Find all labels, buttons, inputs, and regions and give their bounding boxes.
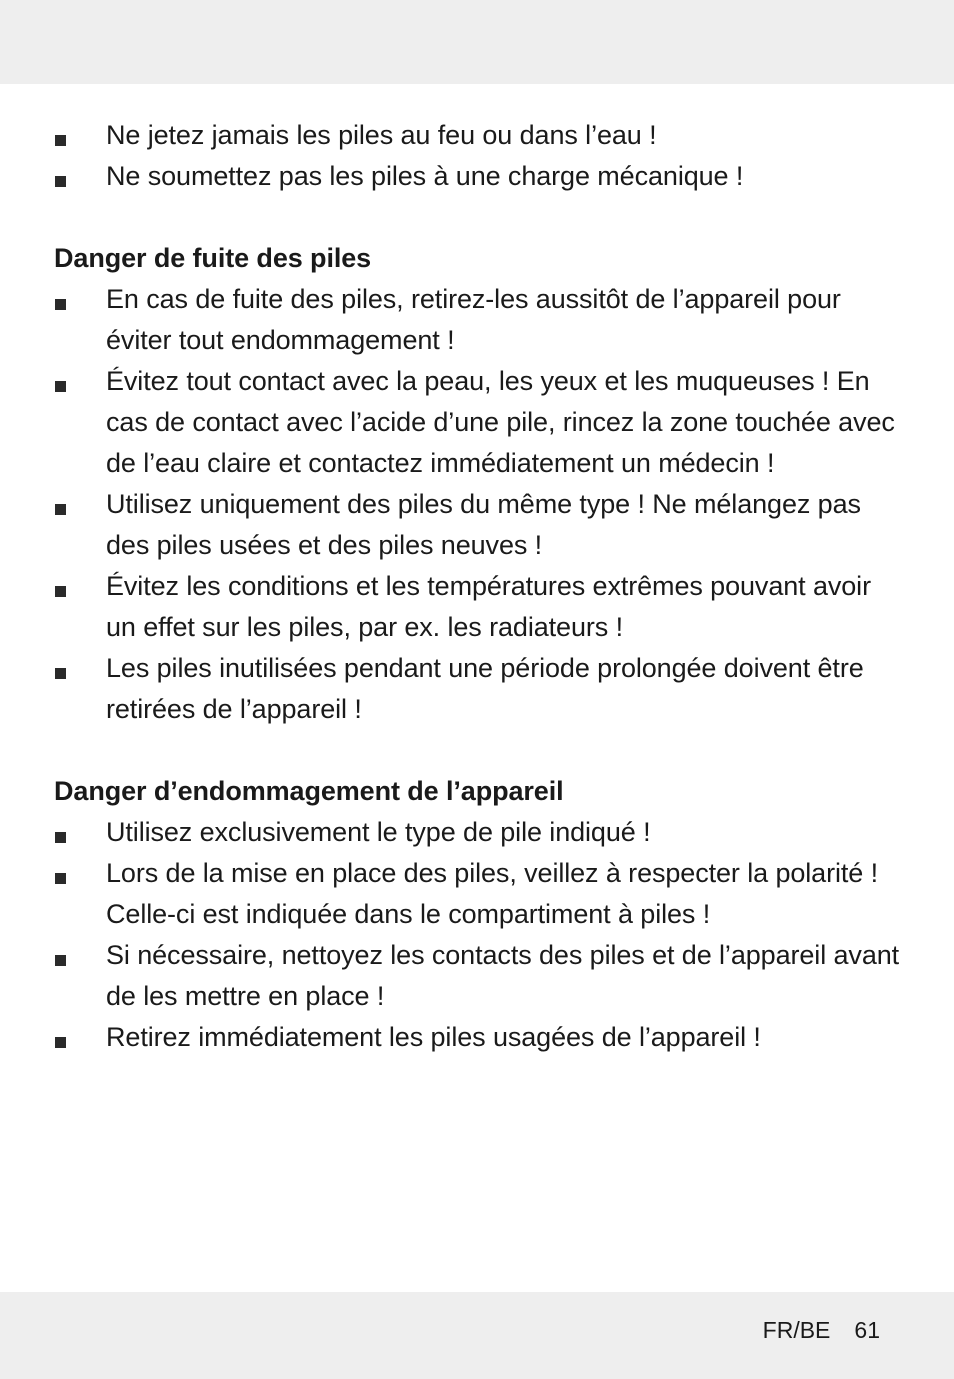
list-item xyxy=(54,566,904,648)
list-item xyxy=(54,115,904,156)
square-bullet-icon xyxy=(55,873,66,884)
list-item xyxy=(54,1017,904,1058)
list-item-text: Ne soumettez pas les piles à une charge mécanique ! xyxy=(106,161,744,191)
device-damage-list xyxy=(54,812,904,1058)
list-item xyxy=(54,279,904,361)
square-bullet-icon xyxy=(55,299,66,310)
list-item xyxy=(54,935,904,1017)
square-bullet-icon xyxy=(55,832,66,843)
square-bullet-icon xyxy=(55,586,66,597)
list-item-text: Utilisez uniquement des piles du même type ! Ne mélangez pas des piles usées et des piles neuves ! xyxy=(106,489,861,560)
list-item-text: Évitez tout contact avec la peau, les yeux et les muqueuses ! En cas de contact avec l’acide d’une pile, rincez la zone touchée avec de l’eau claire et contactez immédiatement un médecin ! xyxy=(106,366,895,478)
section-heading-leakage: Danger de fuite des piles xyxy=(54,243,372,273)
section-heading-device-damage: Danger d’endommagement de l’appareil xyxy=(54,776,564,806)
page-content xyxy=(54,115,904,1058)
list-item xyxy=(54,648,904,730)
list-item-text: Évitez les conditions et les températures extrêmes pouvant avoir un effet sur les piles, par ex. les radiateurs ! xyxy=(106,571,871,642)
square-bullet-icon xyxy=(55,504,66,515)
language-code: FR/BE xyxy=(762,1317,831,1343)
header-band xyxy=(0,0,954,84)
page-footer xyxy=(763,1312,880,1348)
list-item-text: Retirez immédiatement les piles usagées de l’appareil ! xyxy=(106,1022,761,1052)
square-bullet-icon xyxy=(55,668,66,679)
list-item xyxy=(54,853,904,935)
leakage-list xyxy=(54,279,904,730)
list-item-text: En cas de fuite des piles, retirez-les aussitôt de l’appareil pour éviter tout endommagement ! xyxy=(106,284,841,355)
page-number: 61 xyxy=(854,1317,880,1343)
square-bullet-icon xyxy=(55,1037,66,1048)
intro-list xyxy=(54,115,904,197)
square-bullet-icon xyxy=(55,381,66,392)
list-item xyxy=(54,361,904,484)
list-item xyxy=(54,484,904,566)
list-item-text: Les piles inutilisées pendant une période prolongée doivent être retirées de l’appareil ! xyxy=(106,653,864,724)
list-item-text: Si nécessaire, nettoyez les contacts des piles et de l’appareil avant de les mettre en place ! xyxy=(106,940,900,1011)
square-bullet-icon xyxy=(55,955,66,966)
list-item-text: Lors de la mise en place des piles, veillez à respecter la polarité ! Celle-ci est indiquée dans le compartiment à piles ! xyxy=(106,858,879,929)
square-bullet-icon xyxy=(55,135,66,146)
list-item-text: Utilisez exclusivement le type de pile indiqué ! xyxy=(106,817,651,847)
list-item xyxy=(54,156,904,197)
list-item-text: Ne jetez jamais les piles au feu ou dans l’eau ! xyxy=(106,120,657,150)
list-item xyxy=(54,812,904,853)
square-bullet-icon xyxy=(55,176,66,187)
